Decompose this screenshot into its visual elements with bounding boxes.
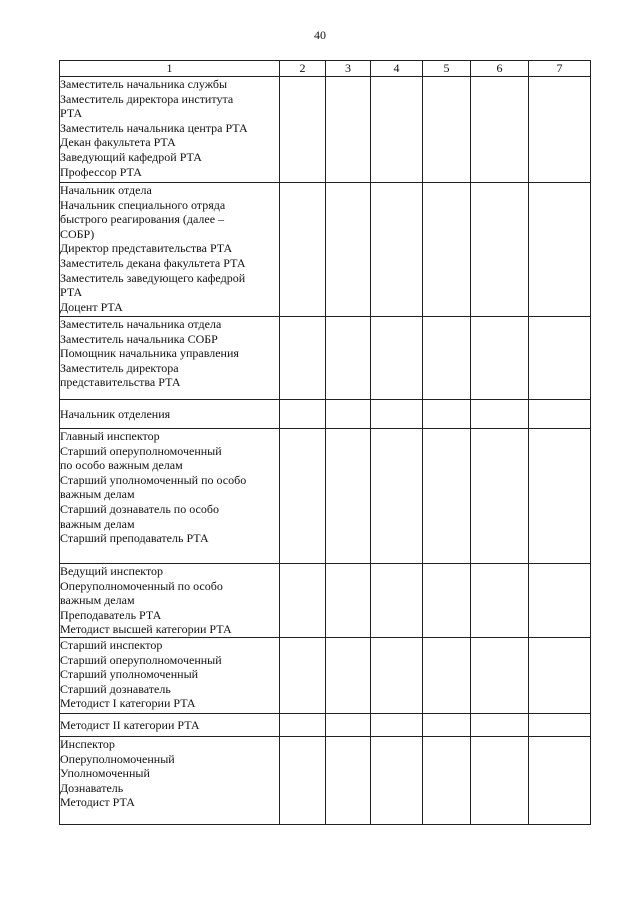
empty-cell-col-2 [280, 564, 326, 638]
position-title: Старший уполномоченный [60, 667, 199, 682]
position-title: Оперуполномоченный [60, 751, 175, 766]
empty-cell-col-2 [280, 714, 326, 737]
empty-cell-col-3 [326, 638, 371, 714]
position-cell [60, 429, 280, 564]
empty-cell-col-3 [326, 429, 371, 564]
empty-cell-col-6 [471, 317, 529, 400]
column-header-7: 7 [529, 61, 591, 77]
position-title: Старший дознаватель по особо [60, 501, 219, 516]
position-cell [60, 564, 280, 638]
empty-cell-col-2 [280, 737, 326, 825]
empty-cell-col-5 [423, 400, 471, 429]
position-title: представительства РТА [60, 375, 181, 390]
empty-cell-col-4 [371, 564, 423, 638]
column-header-4: 4 [371, 61, 423, 77]
position-title: Заместитель начальника отдела [60, 317, 222, 331]
position-cell [60, 400, 280, 429]
position-title: быстрого реагирования (далее – [60, 212, 225, 227]
empty-cell-col-6 [471, 400, 529, 429]
position-title: Старший уполномоченный по особо [60, 472, 247, 487]
position-cell [60, 737, 280, 825]
position-title: СОБР) [60, 226, 95, 241]
table-row [60, 714, 591, 737]
column-header-2: 2 [280, 61, 326, 77]
position-title: Старший дознаватель [60, 681, 171, 696]
empty-cell-col-7 [529, 429, 591, 564]
empty-cell-col-7 [529, 400, 591, 429]
position-title: Уполномоченный [60, 766, 150, 781]
position-title: Заместитель заведующего кафедрой [60, 270, 246, 285]
position-cell [60, 638, 280, 714]
position-title: Инспектор [60, 737, 115, 751]
position-title: Методист II категории РТА [60, 717, 200, 732]
position-title: Заместитель начальника службы [60, 77, 228, 91]
empty-cell-col-2 [280, 429, 326, 564]
position-title: Заместитель начальника СОБР [60, 331, 218, 346]
position-title: Директор представительства РТА [60, 241, 233, 256]
empty-cell-col-3 [326, 317, 371, 400]
position-cell [60, 77, 280, 183]
empty-cell-col-4 [371, 77, 423, 183]
empty-cell-col-6 [471, 737, 529, 825]
position-title: Преподаватель РТА [60, 607, 162, 622]
position-title: Помощник начальника управления [60, 346, 239, 361]
empty-cell-col-5 [423, 317, 471, 400]
empty-cell-col-6 [471, 77, 529, 183]
empty-cell-col-7 [529, 77, 591, 183]
position-title: Начальник отдела [60, 183, 152, 197]
empty-cell-col-2 [280, 638, 326, 714]
position-cell [60, 183, 280, 317]
table-row [60, 400, 591, 429]
position-title: РТА [60, 106, 83, 121]
empty-cell-col-4 [371, 737, 423, 825]
position-title: Начальник специального отряда [60, 197, 226, 212]
position-title: Доцент РТА [60, 299, 123, 314]
position-cell [60, 714, 280, 737]
table-row [60, 183, 591, 317]
position-title: по особо важным делам [60, 458, 183, 473]
empty-cell-col-5 [423, 77, 471, 183]
position-title: РТА [60, 285, 83, 300]
empty-cell-col-5 [423, 183, 471, 317]
position-title: Заместитель начальника центра РТА [60, 120, 248, 135]
column-header-6: 6 [471, 61, 529, 77]
column-header-1: 1 [60, 61, 280, 77]
table-row [60, 77, 591, 183]
empty-cell-col-7 [529, 737, 591, 825]
empty-cell-col-2 [280, 183, 326, 317]
empty-cell-col-6 [471, 638, 529, 714]
position-title: Заместитель директора института [60, 91, 234, 106]
table-row [60, 737, 591, 825]
position-title: Методист I категории РТА [60, 696, 196, 711]
position-cell [60, 317, 280, 400]
position-title: важным делам [60, 516, 135, 531]
position-title: Ведущий инспектор [60, 564, 164, 578]
empty-cell-col-7 [529, 317, 591, 400]
empty-cell-col-7 [529, 183, 591, 317]
empty-cell-col-4 [371, 400, 423, 429]
position-title: важным делам [60, 487, 135, 502]
position-title: Начальник отделения [60, 406, 171, 421]
empty-cell-col-3 [326, 183, 371, 317]
page-number: 40 [314, 28, 326, 42]
position-title: Главный инспектор [60, 429, 160, 443]
position-title: Заведующий кафедрой РТА [60, 149, 202, 164]
position-title: Профессор РТА [60, 164, 142, 179]
empty-cell-col-4 [371, 638, 423, 714]
empty-cell-col-3 [326, 77, 371, 183]
empty-cell-col-5 [423, 564, 471, 638]
empty-cell-col-7 [529, 564, 591, 638]
empty-cell-col-3 [326, 737, 371, 825]
empty-cell-col-5 [423, 638, 471, 714]
empty-cell-col-3 [326, 400, 371, 429]
empty-cell-col-3 [326, 714, 371, 737]
header-row [60, 61, 591, 77]
position-title: Старший преподаватель РТА [60, 531, 209, 546]
column-header-5: 5 [423, 61, 471, 77]
empty-cell-col-6 [471, 429, 529, 564]
table-row [60, 429, 591, 564]
position-title: важным делам [60, 593, 135, 608]
empty-cell-col-7 [529, 714, 591, 737]
empty-cell-col-6 [471, 564, 529, 638]
empty-cell-col-4 [371, 183, 423, 317]
empty-cell-col-4 [371, 714, 423, 737]
positions-table [59, 60, 591, 825]
empty-cell-col-4 [371, 429, 423, 564]
empty-cell-col-5 [423, 737, 471, 825]
column-header-3: 3 [326, 61, 371, 77]
empty-cell-col-2 [280, 317, 326, 400]
empty-cell-col-2 [280, 77, 326, 183]
empty-cell-col-5 [423, 714, 471, 737]
position-title: Старший оперуполномоченный [60, 443, 222, 458]
empty-cell-col-2 [280, 400, 326, 429]
position-title: Заместитель декана факультета РТА [60, 255, 246, 270]
position-title: Дознаватель [60, 780, 124, 795]
empty-cell-col-6 [471, 183, 529, 317]
position-title: Оперуполномоченный по особо [60, 578, 223, 593]
position-title: Старший инспектор [60, 638, 163, 652]
position-title: Методист высшей категории РТА [60, 622, 232, 637]
table-row [60, 564, 591, 638]
empty-cell-col-6 [471, 714, 529, 737]
position-title: Старший оперуполномоченный [60, 652, 222, 667]
empty-cell-col-4 [371, 317, 423, 400]
position-title: Декан факультета РТА [60, 135, 176, 150]
table-row [60, 317, 591, 400]
position-title: Методист РТА [60, 795, 135, 810]
table-row [60, 638, 591, 714]
position-title: Заместитель директора [60, 360, 179, 375]
empty-cell-col-3 [326, 564, 371, 638]
empty-cell-col-7 [529, 638, 591, 714]
empty-cell-col-5 [423, 429, 471, 564]
